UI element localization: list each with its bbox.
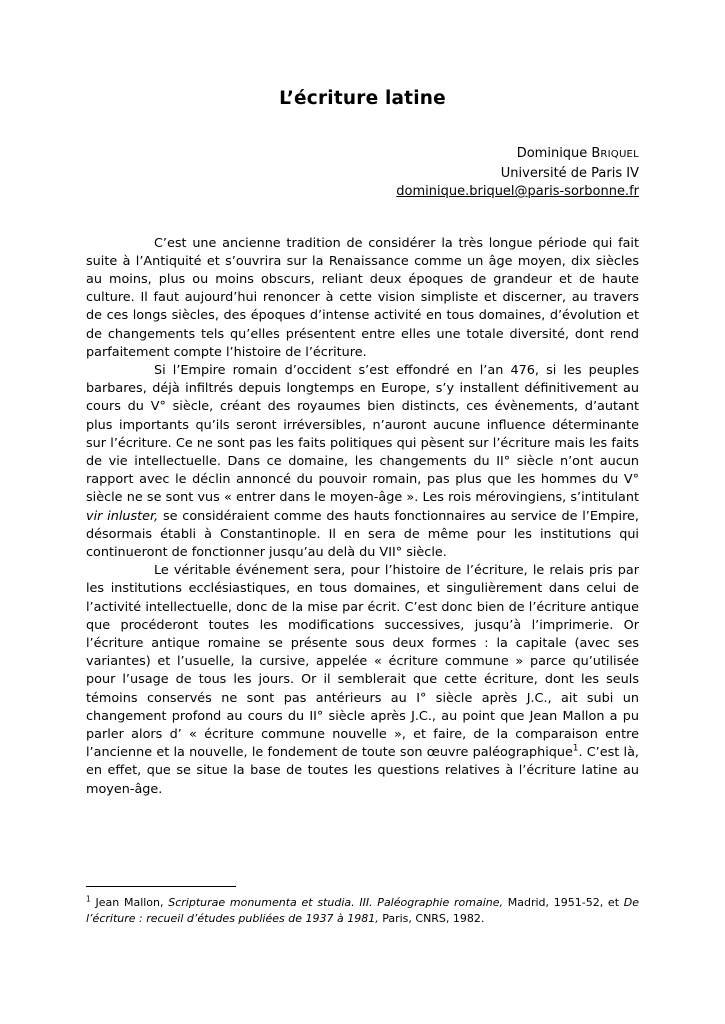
text-segment: Si l’Empire romain d’occident s’est effondré en l’an 476, si les peuples barbares, déjà infiltrés depuis longtemps en Europe, s’y installent définitivement au cours du V° siècle, créant des royaumes bien distincts, ces évènements, d’autant plus importants qu’ils seront irréversibles, n’auront aucune influence déterminante sur l’écriture. Ce ne sont pas les faits politiques qui pèsent sur l’écriture mais les faits de vie intellectuelle. Dans ce domaine, les changements du II° siècle n’ont aucun rapport avec le déclin annoncé du pouvoir romain, pas plus que les hommes du V° siècle ne se sont vus « entrer dans le moyen-âge ». Les rois mérovingiens, s’intitulant <box>86 362 639 506</box>
body-paragraphs <box>86 235 639 799</box>
text-segment: . C’est là, en effet, que se situe la base de toutes les questions relatives à l’écriture latine au moyen-âge. <box>86 745 639 797</box>
author-block <box>86 145 639 202</box>
paragraph-2 <box>86 362 639 562</box>
footnote-separator <box>86 886 236 887</box>
author-name <box>86 145 639 165</box>
text-segment: 1 <box>572 743 579 754</box>
text-segment: Scripturae monumenta et studia. III. Paléographie romaine, <box>168 896 503 909</box>
text-segment: Dominique B <box>516 146 601 161</box>
text-segment: Madrid, 1951-52, et <box>503 896 624 909</box>
paragraph-3 <box>86 562 639 799</box>
text-segment: De l’écriture : recueil d’études publiées de 1937 à 1981, <box>86 896 639 925</box>
page-title: L’écriture latine <box>279 88 446 109</box>
footnote-text <box>86 895 639 927</box>
text-segment: se considéraient comme des hauts fonctionnaires au service de l’Empire, désormais établi à Constantinople. Il en sera de même pour les institutions qui continueront de fonctionner jusqu’au delà du VII° siècle. <box>86 508 639 560</box>
author-email-line <box>86 183 639 202</box>
text-segment: RIQUEL <box>600 149 639 160</box>
text-segment: Paris, CNRS, 1982. <box>378 911 485 925</box>
author-affiliation: Université de Paris IV <box>500 165 639 181</box>
text-segment: Jean Mallon, <box>90 896 169 909</box>
text-segment: C’est une ancienne tradition de considérer la très longue période qui fait suite à l’Antiquité et s’ouvrira sur la Renaissance comme un âge moyen, dix siècles au moins, plus ou moins obscurs, reliant deux époques de grandeur et de haute culture. Il faut aujourd’hui renoncer à cette vision simpliste et discerner, au travers de ces longs siècles, des époques d’intense activité en tous domaines, d’évolution et de changements tels qu’elles présentent entre elles une totale diversité, dont rend parfaitement compte l’histoire de l’écriture. <box>86 235 639 360</box>
text-segment: vir inluster, <box>86 508 159 524</box>
footnote-block <box>86 886 639 927</box>
paragraph-1 <box>86 235 639 362</box>
author-email-link[interactable]: dominique.briquel@paris-sorbonne.fr <box>396 184 639 199</box>
text-segment: 1 <box>86 894 91 904</box>
text-segment: Le véritable événement sera, pour l’histoire de l’écriture, le relais pris par les institutions ecclésiastiques, en tous domaines, et singulièrement dans celui de l’activité intellectuelle, donc de la mise par écrit. C’est donc bien de l’écriture antique que procéderont toutes les modifications successives, jusqu’à l’imprimerie. Or l’écriture antique romaine se présente sous deux formes : la capitale (avec ses variantes) et l’usuelle, la cursive, appelée « écriture commune » parce qu’utilisée pour l’usage de tous les jours. Or il semblerait que cette écriture, dont les seuls témoins conservés ne sont pas antérieurs au I° siècle après J.C., ait subi un changement profond au cours du II° siècle après J.C., au point que Jean Mallon a pu parler alors d’ « écriture commune nouvelle », et faire, de la comparaison entre l’ancienne et la nouvelle, le fondement de toute son œuvre paléographique <box>86 563 639 761</box>
